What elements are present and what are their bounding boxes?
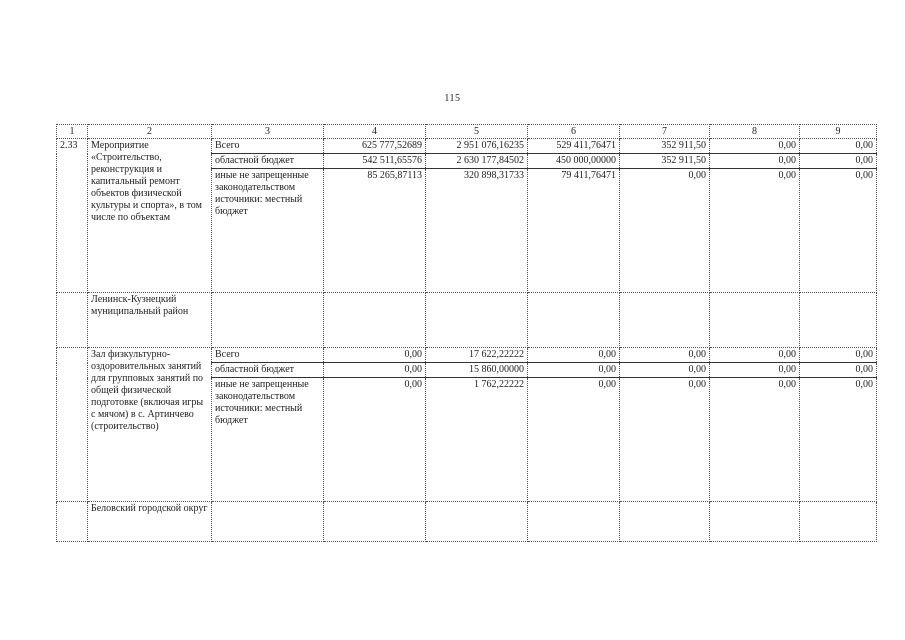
empty-cell xyxy=(620,502,710,542)
header-cell: 1 xyxy=(57,125,88,139)
page-number: 115 xyxy=(444,93,461,104)
header-cell: 6 xyxy=(528,125,620,139)
value-cell: 1 762,22222 xyxy=(426,378,528,502)
value-cell: 0,00 xyxy=(324,378,426,502)
value-cell: 85 265,87113 xyxy=(324,169,426,293)
district-name: Беловский городской округ xyxy=(88,502,212,542)
empty-cell xyxy=(212,502,324,542)
empty-cell xyxy=(800,293,877,348)
value-cell: 0,00 xyxy=(710,154,800,169)
empty-cell xyxy=(528,293,620,348)
value-cell: 0,00 xyxy=(710,169,800,293)
funding-source: областной бюджет xyxy=(212,363,324,378)
header-cell: 7 xyxy=(620,125,710,139)
header-cell: 4 xyxy=(324,125,426,139)
funding-source: Всего xyxy=(212,139,324,154)
header-cell: 3 xyxy=(212,125,324,139)
value-cell: 0,00 xyxy=(528,378,620,502)
value-cell: 625 777,52689 xyxy=(324,139,426,154)
empty-cell xyxy=(426,293,528,348)
empty-cell xyxy=(212,293,324,348)
value-cell: 0,00 xyxy=(528,348,620,363)
value-cell: 17 622,22222 xyxy=(426,348,528,363)
value-cell: 79 411,76471 xyxy=(528,169,620,293)
empty-cell xyxy=(710,293,800,348)
table-row xyxy=(57,293,877,348)
value-cell: 0,00 xyxy=(620,169,710,293)
row-code: 2.33 xyxy=(57,139,88,293)
empty-cell xyxy=(620,293,710,348)
value-cell: 0,00 xyxy=(710,139,800,154)
empty-cell xyxy=(324,293,426,348)
measure-name: Мероприятие «Строительство, реконструкция и капитальный ремонт объектов физической культуры и спорта», в том числе по объектам xyxy=(88,139,212,293)
value-cell: 0,00 xyxy=(620,348,710,363)
object-name: Зал физкультурно-оздоровительных занятий для групповых занятий по общей физической подготовке (включая игры с мячом) в с. Артинчево (строительство) xyxy=(88,348,212,502)
empty-cell xyxy=(528,502,620,542)
empty-cell xyxy=(426,502,528,542)
empty-cell xyxy=(710,502,800,542)
table-row xyxy=(57,348,877,363)
header-cell: 2 xyxy=(88,125,212,139)
empty-cell xyxy=(57,502,88,542)
value-cell: 2 951 076,16235 xyxy=(426,139,528,154)
header-cell: 8 xyxy=(710,125,800,139)
value-cell: 2 630 177,84502 xyxy=(426,154,528,169)
funding-source: иные не запрещенные законодательством источники: местный бюджет xyxy=(212,169,324,293)
value-cell: 352 911,50 xyxy=(620,139,710,154)
table-row xyxy=(57,139,877,154)
value-cell: 0,00 xyxy=(528,363,620,378)
header-cell: 9 xyxy=(800,125,877,139)
empty-cell xyxy=(57,293,88,348)
header-row xyxy=(57,125,877,139)
value-cell: 15 860,00000 xyxy=(426,363,528,378)
value-cell: 0,00 xyxy=(800,169,877,293)
district-name: Ленинск-Кузнецкий муниципальный район xyxy=(88,293,212,348)
budget-table xyxy=(56,124,877,542)
value-cell: 0,00 xyxy=(800,378,877,502)
empty-cell xyxy=(800,502,877,542)
funding-source: иные не запрещенные законодательством источники: местный бюджет xyxy=(212,378,324,502)
funding-source: Всего xyxy=(212,348,324,363)
table-row xyxy=(57,502,877,542)
value-cell: 542 511,65576 xyxy=(324,154,426,169)
value-cell: 0,00 xyxy=(800,154,877,169)
value-cell: 0,00 xyxy=(800,348,877,363)
value-cell: 320 898,31733 xyxy=(426,169,528,293)
value-cell: 0,00 xyxy=(324,348,426,363)
value-cell: 529 411,76471 xyxy=(528,139,620,154)
value-cell: 0,00 xyxy=(800,139,877,154)
value-cell: 0,00 xyxy=(710,378,800,502)
funding-source: областной бюджет xyxy=(212,154,324,169)
value-cell: 0,00 xyxy=(710,348,800,363)
value-cell: 352 911,50 xyxy=(620,154,710,169)
value-cell: 0,00 xyxy=(620,378,710,502)
header-cell: 5 xyxy=(426,125,528,139)
value-cell: 0,00 xyxy=(800,363,877,378)
value-cell: 450 000,00000 xyxy=(528,154,620,169)
value-cell: 0,00 xyxy=(324,363,426,378)
value-cell: 0,00 xyxy=(620,363,710,378)
empty-cell xyxy=(324,502,426,542)
empty-cell xyxy=(57,348,88,502)
value-cell: 0,00 xyxy=(710,363,800,378)
